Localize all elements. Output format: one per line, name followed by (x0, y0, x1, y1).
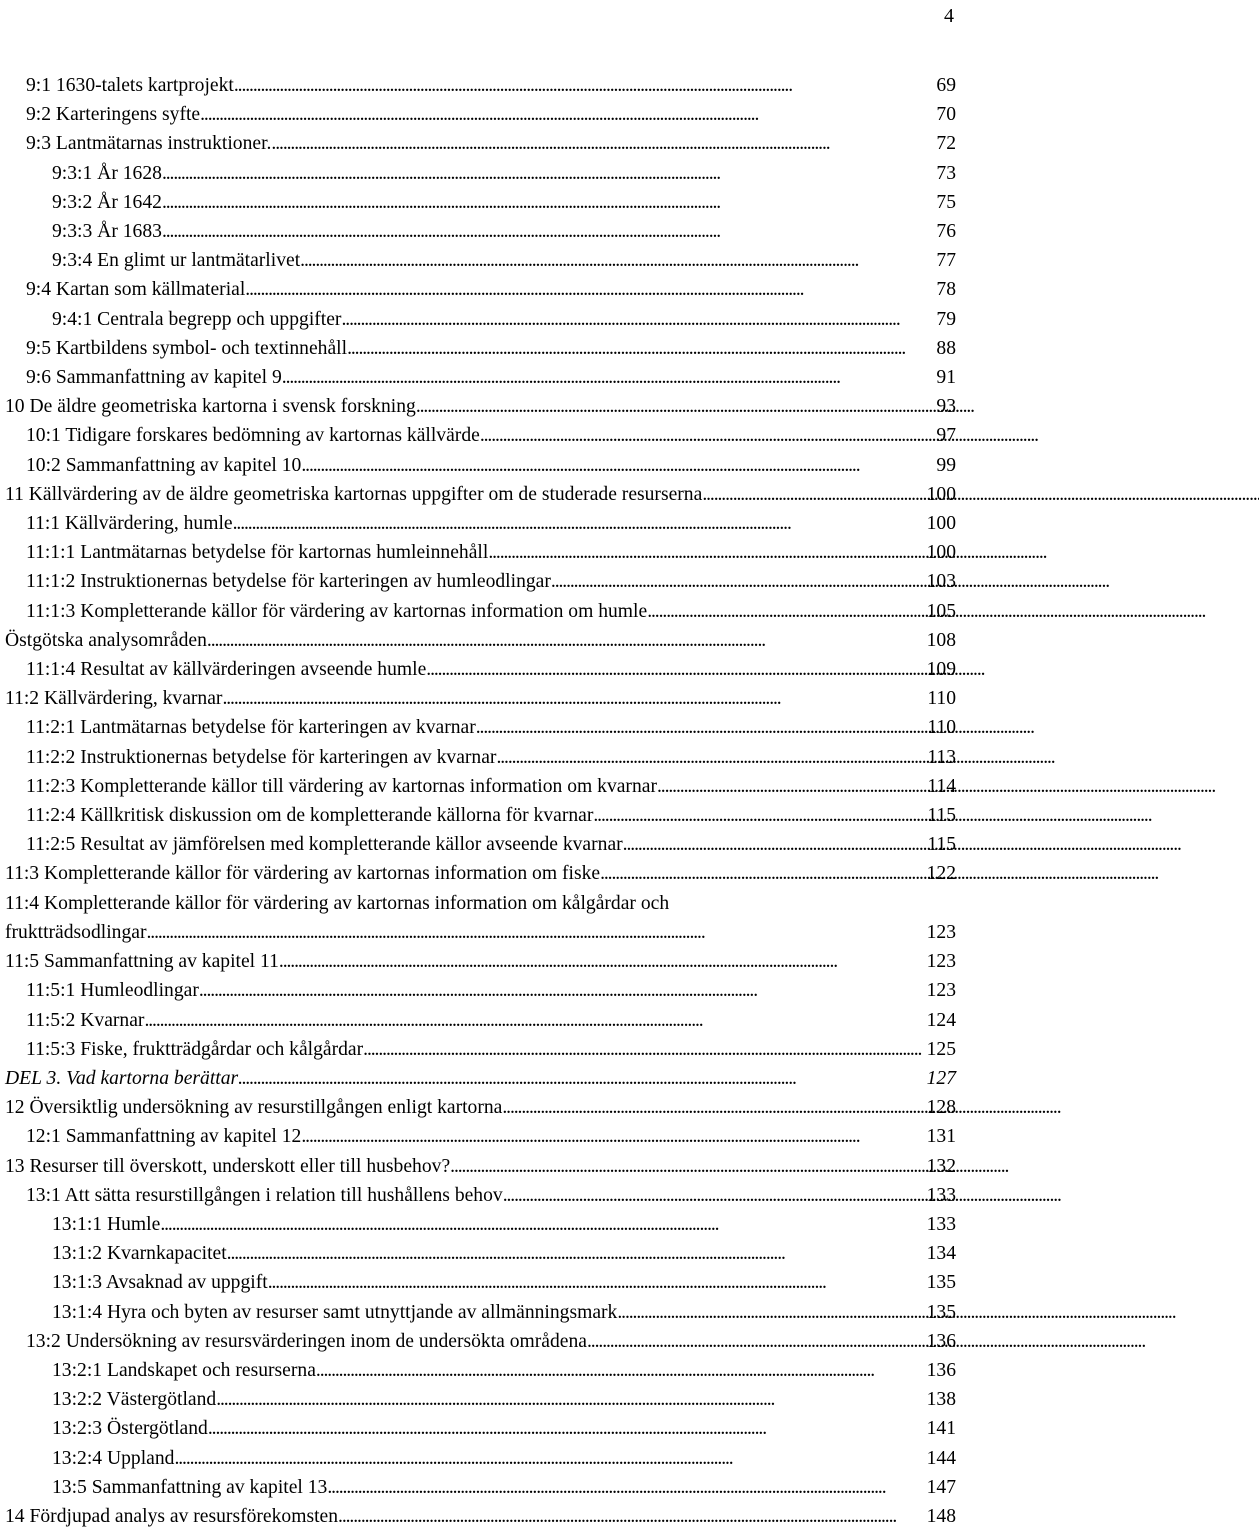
dot-leader (216, 1385, 924, 1414)
toc-entry-title: 11:5:1 Humleodlingar (26, 980, 199, 1002)
dot-leader (162, 159, 934, 188)
toc-entry-page: 133 (926, 1184, 956, 1206)
dot-leader (174, 1444, 924, 1473)
dot-leader (301, 451, 934, 480)
toc-entry-page: 97 (936, 425, 956, 447)
dot-leader (587, 1327, 925, 1356)
toc-entry-page: 100 (926, 483, 956, 505)
toc-entry[interactable] (5, 1035, 956, 1064)
toc-entry[interactable] (5, 1064, 956, 1093)
dot-leader (702, 480, 924, 509)
toc-entry-page: 115 (927, 834, 956, 856)
toc-entry-title: 11:1 Källvärdering, humle (26, 513, 233, 535)
dot-leader (207, 626, 925, 655)
toc-entry[interactable] (5, 363, 956, 392)
toc-entry-title: 9:4:1 Centrala begrepp och uppgifter (52, 308, 342, 330)
toc-entry-title: 11:5:3 Fiske, fruktträdgårdar och kålgårdar (26, 1038, 364, 1060)
dot-leader (416, 392, 935, 421)
toc-entry[interactable] (5, 801, 956, 830)
toc-entry-page: 75 (936, 191, 956, 213)
toc-entry-page: 78 (936, 279, 956, 301)
dot-leader (327, 1473, 924, 1502)
toc-entry-title: 10:1 Tidigare forskares bedömning av kartornas källvärde (26, 425, 480, 447)
toc-entry-title: DEL 3. Vad kartorna berättar (5, 1067, 239, 1089)
toc-entry-page: 108 (926, 629, 956, 651)
toc-entry-title: 13:1:3 Avsaknad av uppgift (52, 1272, 268, 1294)
toc-entry-page: 136 (926, 1330, 956, 1352)
toc-entry[interactable] (5, 334, 956, 363)
toc-entry-title: 13:1:1 Humle (52, 1213, 161, 1235)
toc-entry[interactable] (5, 655, 956, 684)
dot-leader (450, 1152, 924, 1181)
toc-entry-title: 11:2 Källvärdering, kvarnar (5, 688, 223, 710)
toc-entry-page: 76 (936, 221, 956, 243)
dot-leader (160, 1210, 924, 1239)
dot-leader (222, 684, 925, 713)
toc-entry[interactable] (5, 392, 956, 421)
toc-entry-page: 138 (926, 1389, 956, 1411)
toc-entry-title: 11:1:1 Lantmätarnas betydelse för kartornas humleinnehåll (26, 542, 489, 564)
dot-leader (268, 1268, 925, 1297)
toc-entry-title: 13:2:3 Östergötland (52, 1418, 208, 1440)
toc-entry[interactable] (5, 1298, 956, 1327)
dot-leader (271, 129, 934, 158)
toc-entry[interactable] (5, 1122, 956, 1151)
dot-leader (199, 976, 925, 1005)
dot-leader (600, 859, 925, 888)
toc-entry-page: 134 (926, 1243, 956, 1265)
toc-entry[interactable] (5, 246, 956, 275)
dot-leader (146, 918, 924, 947)
toc-entry-page: 123 (926, 980, 956, 1002)
dot-leader (282, 363, 935, 392)
toc-entry-title: 14 Fördjupad analys av resursförekomsten (5, 1505, 339, 1527)
toc-entry-title: 9:4 Kartan som källmaterial (26, 279, 246, 301)
toc-entry-page: 91 (936, 367, 956, 389)
toc-entry-title: 11 Källvärdering av de äldre geometriska kartornas uppgifter om de studerade resurserna (5, 483, 703, 505)
toc-entry-title: 11:5:2 Kvarnar (26, 1009, 145, 1031)
dot-leader (426, 655, 924, 684)
toc-entry[interactable] (5, 1239, 956, 1268)
toc-entry-title-cont: fruktträdsodlingar (5, 921, 147, 943)
toc-entry-page: 141 (926, 1418, 956, 1440)
toc-entry-page: 105 (926, 600, 956, 622)
dot-leader (162, 188, 934, 217)
toc-entry[interactable] (5, 859, 956, 888)
toc-entry-title: 11:2:5 Resultat av jämförelsen med kompletterande källor avseende kvarnar (26, 834, 623, 856)
toc-entry[interactable] (5, 1327, 956, 1356)
toc-entry-page: 100 (926, 513, 956, 535)
toc-entry-page: 131 (926, 1126, 956, 1148)
toc-entry[interactable] (5, 976, 956, 1005)
toc-entry[interactable] (5, 129, 956, 158)
toc-entry[interactable] (5, 772, 956, 801)
toc-entry-page: 103 (926, 571, 956, 593)
dot-leader (227, 1239, 925, 1268)
toc-entry[interactable] (5, 597, 956, 626)
toc-entry[interactable] (5, 1385, 956, 1414)
toc-entry[interactable] (5, 1006, 956, 1035)
toc-entry-title: 12 Översiktlig undersökning av resurstillgången enligt kartorna (5, 1097, 503, 1119)
page-number: 4 (944, 5, 954, 27)
toc-entry[interactable] (5, 421, 956, 450)
toc-entry[interactable] (5, 71, 956, 100)
toc-entry[interactable] (5, 743, 956, 772)
toc-entry-title: 9:3:1 År 1628 (52, 162, 162, 184)
toc-entry-page: 147 (926, 1476, 956, 1498)
toc-entry-page: 144 (926, 1447, 956, 1469)
dot-leader (496, 743, 925, 772)
toc-entry-page: 72 (936, 133, 956, 155)
dot-leader (623, 830, 926, 859)
toc-entry[interactable] (5, 1210, 956, 1239)
toc-entry-page: 135 (926, 1301, 956, 1323)
dot-leader (488, 538, 924, 567)
toc-entry-page: 93 (936, 396, 956, 418)
toc-entry-title: 11:2:2 Instruktionernas betydelse för karteringen av kvarnar (26, 746, 497, 768)
toc-entry[interactable] (5, 100, 956, 129)
toc-entry-page: 135 (926, 1272, 956, 1294)
toc-entry[interactable] (5, 1268, 956, 1297)
dot-leader (338, 1502, 925, 1531)
toc-entry-title: 10 De äldre geometriska kartorna i svensk forskning (5, 396, 416, 418)
toc-entry-page: 99 (936, 454, 956, 476)
toc-entry-page: 122 (926, 863, 956, 885)
toc-entry-title: 11:1:2 Instruktionernas betydelse för karteringen av humleodlingar (26, 571, 551, 593)
toc-entry-page: 70 (936, 104, 956, 126)
dot-leader (347, 334, 934, 363)
dot-leader (363, 1035, 924, 1064)
toc-entry[interactable] (5, 1356, 956, 1385)
dot-leader (657, 772, 925, 801)
table-of-contents (5, 71, 956, 1531)
toc-entry-page: 128 (926, 1097, 956, 1119)
toc-entry-continuation (5, 918, 956, 947)
toc-entry-title: 13:2 Undersökning av resursvärderingen inom de undersökta områdena (26, 1330, 587, 1352)
toc-entry[interactable] (5, 451, 956, 480)
toc-entry-title: 9:5 Kartbildens symbol- och textinnehåll (26, 337, 348, 359)
toc-entry-title: 11:5 Sammanfattning av kapitel 11 (5, 951, 279, 973)
dot-leader (551, 567, 925, 596)
toc-entry-page: 124 (926, 1009, 956, 1031)
toc-entry-title: 9:3:4 En glimt ur lantmätarlivet (52, 250, 301, 272)
toc-entry-title: 11:3 Kompletterande källor för värdering av kartornas information om fiske (5, 863, 601, 885)
toc-entry-title: 13:2:1 Landskapet och resurserna (52, 1359, 316, 1381)
toc-entry-page: 79 (936, 308, 956, 330)
dot-leader (617, 1298, 924, 1327)
toc-entry-title: 10:2 Sammanfattning av kapitel 10 (26, 454, 302, 476)
toc-entry[interactable] (5, 830, 956, 859)
toc-entry-page: 77 (936, 250, 956, 272)
dot-leader (245, 275, 934, 304)
toc-entry-title: 13:2:4 Uppland (52, 1447, 175, 1469)
dot-leader (476, 713, 926, 742)
dot-leader (502, 1093, 924, 1122)
toc-entry[interactable] (5, 188, 956, 217)
toc-entry-title: 13:1:2 Kvarnkapacitet (52, 1243, 227, 1265)
toc-entry-title: 11:2:1 Lantmätarnas betydelse för karteringen av kvarnar (26, 717, 476, 739)
toc-entry-page: 113 (927, 746, 956, 768)
toc-entry-page: 100 (926, 542, 956, 564)
toc-entry-title: 9:3:3 År 1683 (52, 221, 162, 243)
toc-entry-page: 73 (936, 162, 956, 184)
toc-entry-page: 88 (936, 337, 956, 359)
toc-entry[interactable] (5, 1414, 956, 1443)
toc-entry-title: 9:2 Karteringens syfte (26, 104, 201, 126)
toc-entry-title: 9:6 Sammanfattning av kapitel 9 (26, 367, 282, 389)
toc-entry-page: 109 (926, 659, 956, 681)
dot-leader (316, 1356, 925, 1385)
toc-entry-title: 9:3 Lantmätarnas instruktioner. (26, 133, 272, 155)
toc-entry-page: 110 (927, 717, 956, 739)
dot-leader (200, 100, 934, 129)
dot-leader (162, 217, 934, 246)
toc-entry[interactable] (5, 1152, 956, 1181)
toc-entry[interactable] (5, 1181, 956, 1210)
dot-leader (647, 597, 924, 626)
dot-leader (233, 509, 925, 538)
toc-entry[interactable] (5, 217, 956, 246)
toc-entry[interactable] (5, 947, 956, 976)
toc-entry-page: 148 (926, 1505, 956, 1527)
toc-entry[interactable] (5, 509, 956, 538)
toc-entry-title: 9:3:2 År 1642 (52, 191, 162, 213)
toc-entry-title: 13:1 Att sätta resurstillgången i relation till hushållens behov (26, 1184, 503, 1206)
toc-entry-title: 9:1 1630-talets kartprojekt (26, 75, 234, 96)
toc-entry[interactable] (5, 159, 956, 188)
toc-entry-page: 69 (936, 75, 956, 96)
toc-entry-title: 13:5 Sammanfattning av kapitel 13 (52, 1476, 328, 1498)
toc-entry-title: Östgötska analysområden (5, 629, 207, 651)
toc-entry-page: 136 (926, 1359, 956, 1381)
toc-entry-title: 13:2:2 Västergötland (52, 1389, 217, 1411)
toc-entry[interactable] (5, 684, 956, 713)
toc-entry[interactable] (5, 713, 956, 742)
toc-entry[interactable] (5, 567, 956, 596)
toc-entry-page: 115 (927, 805, 956, 827)
toc-entry-title: 12:1 Sammanfattning av kapitel 12 (26, 1126, 302, 1148)
dot-leader (300, 246, 934, 275)
toc-entry-title: 11:2:4 Källkritisk diskussion om de kompletterande källorna för kvarnar (26, 805, 594, 827)
toc-entry-page: 114 (927, 775, 956, 797)
toc-entry-page: 110 (927, 688, 956, 710)
dot-leader (480, 421, 935, 450)
dot-leader (238, 1064, 924, 1093)
toc-entry-title: 13:1:4 Hyra och byten av resurser samt utnyttjande av allmänningsmark (52, 1301, 618, 1323)
dot-leader (279, 947, 925, 976)
toc-entry[interactable] (5, 275, 956, 304)
dot-leader (144, 1006, 924, 1035)
toc-entry[interactable] (5, 1444, 956, 1473)
toc-entry[interactable] (5, 538, 956, 567)
toc-entry-title: 13 Resurser till överskott, underskott eller till husbehov? (5, 1155, 451, 1177)
toc-entry[interactable] (5, 626, 956, 655)
toc-entry-page: 132 (926, 1155, 956, 1177)
toc-entry-title: 11:2:3 Kompletterande källor till värdering av kartornas information om kvarnar (26, 775, 657, 797)
dot-leader (341, 305, 934, 334)
toc-entry-page: 123 (926, 951, 956, 973)
toc-entry-page: 123 (926, 921, 956, 943)
dot-leader (234, 71, 935, 100)
toc-entry-title: 11:1:4 Resultat av källvärderingen avseende humle (26, 659, 427, 681)
toc-entry-multiline[interactable] (5, 889, 956, 947)
toc-entry-page: 133 (926, 1213, 956, 1235)
toc-entry-title: 11:4 Kompletterande källor för värdering av kartornas information om kålgårdar och (5, 892, 670, 914)
dot-leader (593, 801, 925, 830)
dot-leader (301, 1122, 924, 1151)
toc-entry[interactable] (5, 480, 956, 509)
toc-entry-page: 127 (926, 1067, 956, 1089)
toc-entry-title: 11:1:3 Kompletterande källor för värdering av kartornas information om humle (26, 600, 648, 622)
dot-leader (208, 1414, 925, 1443)
dot-leader (503, 1181, 925, 1210)
toc-entry[interactable] (5, 305, 956, 334)
toc-entry[interactable] (5, 1473, 956, 1502)
toc-entry[interactable] (5, 1093, 956, 1122)
toc-entry-page: 125 (926, 1038, 956, 1060)
toc-entry[interactable] (5, 1502, 956, 1531)
